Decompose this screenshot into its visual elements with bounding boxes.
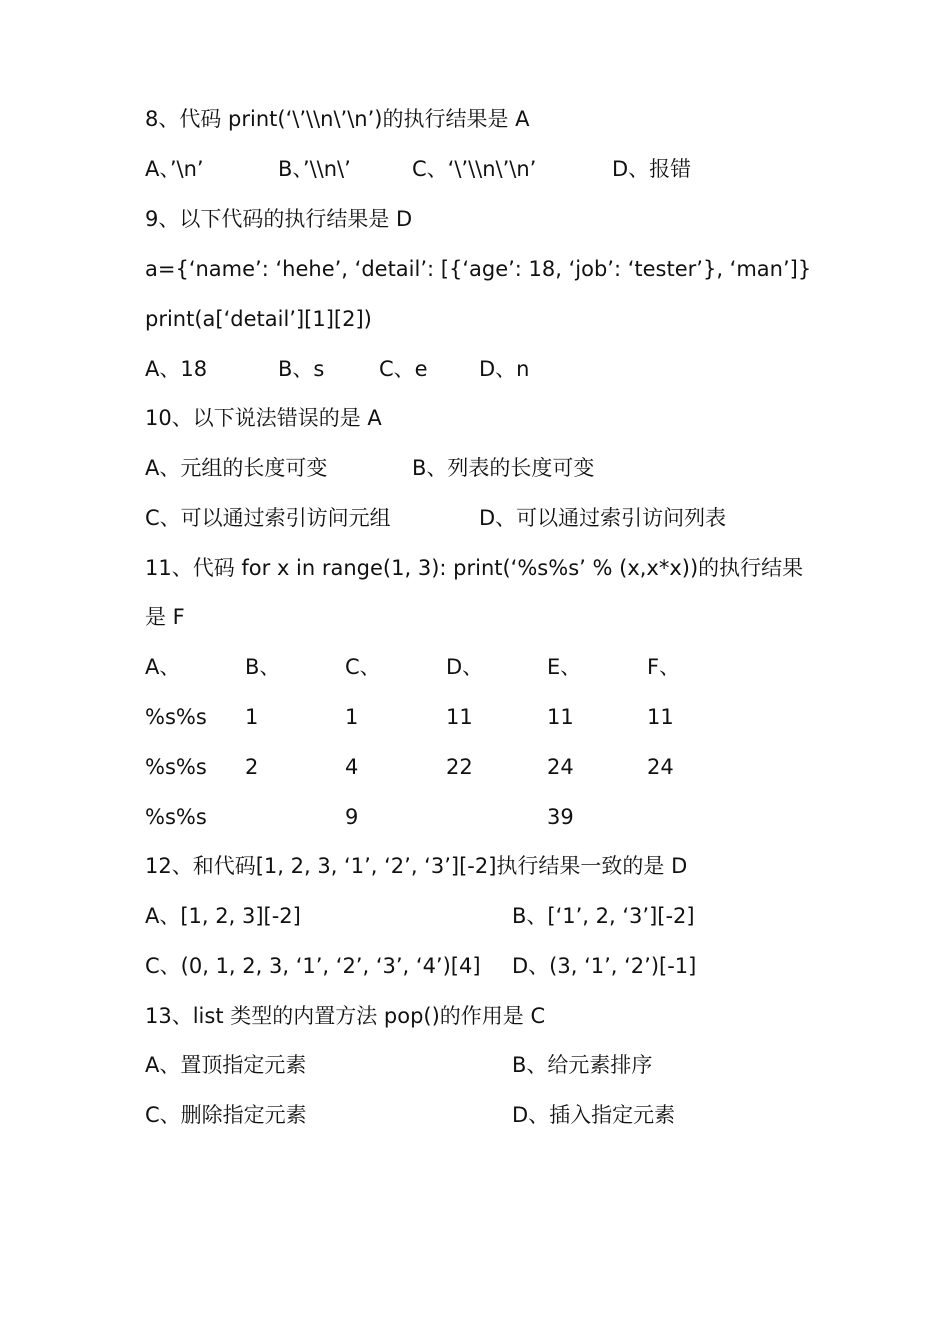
q11-header-b: B、 (245, 655, 281, 679)
q11-cell: 2 (245, 755, 259, 779)
q8-option-c: C、‘\’\\n\’\n’ (412, 157, 537, 181)
q11-cell: %s%s (145, 705, 207, 729)
q11-cell: 11 (547, 705, 574, 729)
q10-option-a: A、元组的长度可变 (145, 456, 328, 480)
q11-cell: 39 (547, 805, 574, 829)
q9-option-b: B、s (278, 357, 325, 381)
q11-stem-line-1: 11、代码 for x in range(1, 3): print(‘%s%s’ % (x,x*x))的执行结果 (145, 556, 804, 580)
q11-header-d: D、 (446, 655, 484, 679)
q11-cell: 9 (345, 805, 359, 829)
q12-option-b: B、[‘1’, 2, ‘3’][-2] (512, 904, 695, 928)
q9-option-d: D、n (479, 357, 530, 381)
q11-cell: 22 (446, 755, 473, 779)
q11-header-f: F、 (647, 655, 681, 679)
q11-header-e: E、 (547, 655, 582, 679)
q10-option-c: C、可以通过索引访问元组 (145, 506, 391, 530)
q11-header-a: A、 (145, 655, 181, 679)
q9-option-a: A、18 (145, 357, 208, 381)
q8-stem: 8、代码 print(‘\’\\n\’\n’)的执行结果是 A (145, 107, 530, 131)
q8-option-b: B、’\\n\’ (278, 157, 351, 181)
q13-stem: 13、list 类型的内置方法 pop()的作用是 C (145, 1004, 546, 1028)
q11-cell: 1 (245, 705, 259, 729)
q11-header-c: C、 (345, 655, 381, 679)
q11-stem-line-2: 是 F (145, 605, 185, 629)
q9-code-line-1: a={‘name’: ‘hehe’, ‘detail’: [{‘age’: 18, ‘job’: ‘tester’}, ‘man’]} (145, 257, 812, 281)
q13-option-b: B、给元素排序 (512, 1053, 653, 1077)
q11-cell: 4 (345, 755, 359, 779)
q11-cell: %s%s (145, 755, 207, 779)
q11-cell: 24 (547, 755, 574, 779)
q11-cell: 11 (446, 705, 473, 729)
q11-cell: 11 (647, 705, 674, 729)
q11-cell: 1 (345, 705, 359, 729)
q9-stem: 9、以下代码的执行结果是 D (145, 207, 413, 231)
q8-option-d: D、报错 (612, 157, 692, 181)
q11-cell: %s%s (145, 805, 207, 829)
q13-option-d: D、插入指定元素 (512, 1103, 676, 1127)
q11-cell: 24 (647, 755, 674, 779)
q12-option-a: A、[1, 2, 3][-2] (145, 904, 301, 928)
q13-option-c: C、删除指定元素 (145, 1103, 307, 1127)
q12-stem: 12、和代码[1, 2, 3, ‘1’, ‘2’, ‘3’][-2]执行结果一致的是 D (145, 854, 688, 878)
q13-option-a: A、置顶指定元素 (145, 1053, 307, 1077)
q9-option-c: C、e (379, 357, 428, 381)
q8-option-a: A、’\n’ (145, 157, 204, 181)
q12-option-c: C、(0, 1, 2, 3, ‘1’, ‘2’, ‘3’, ‘4’)[4] (145, 954, 481, 978)
q10-option-b: B、列表的长度可变 (412, 456, 595, 480)
q10-stem: 10、以下说法错误的是 A (145, 406, 382, 430)
q12-option-d: D、(3, ‘1’, ‘2’)[-1] (512, 954, 697, 978)
q10-option-d: D、可以通过索引访问列表 (479, 506, 727, 530)
q9-code-line-2: print(a[‘detail’][1][2]) (145, 307, 372, 331)
